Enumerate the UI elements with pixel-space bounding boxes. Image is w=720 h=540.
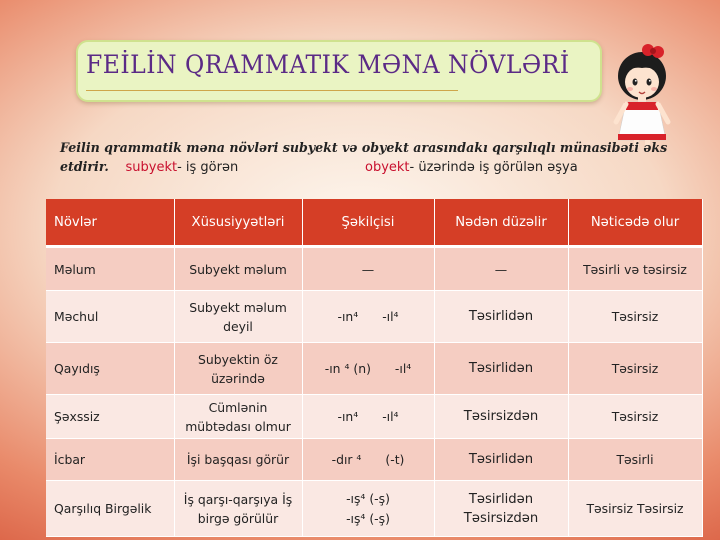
suffix: -ış⁴ (-ş) [346, 490, 390, 506]
cell-sekilci [302, 395, 434, 439]
cell-xususiyyet: İşi başqası görür [174, 439, 302, 481]
suffix: (-t) [385, 452, 405, 467]
cell-netice: Təsirli və təsirsiz [568, 247, 702, 291]
suffix: -ın⁴ [337, 309, 359, 324]
cell-nov: Şəxssiz [46, 395, 174, 439]
cell-nov: İcbar [46, 439, 174, 481]
cell-neden: Təsirlidən [434, 343, 568, 395]
cell-netice: Təsirsiz Təsirsiz [568, 481, 702, 537]
cell-sekilci [302, 291, 434, 343]
table-row [46, 291, 702, 343]
cell-neden: — [434, 247, 568, 291]
intro-text: Feilin qrammatik məna növləri subyekt və obyekt arasındakı qarşılıqlı münasibəti əks etdirir. [60, 140, 668, 174]
cell-nov: Qarşılıq Birgəlik [46, 481, 174, 537]
obyekt-term: obyekt [365, 160, 410, 175]
cell-xususiyyet: Subyekt məlum deyil [174, 291, 302, 343]
cell-sekilci [302, 439, 434, 481]
cell-xususiyyet: İş qarşı-qarşıya İş birgə görülür [174, 481, 302, 537]
suffix: -ın ⁴ (n) [324, 361, 371, 376]
cell-nov: Məlum [46, 247, 174, 291]
suffix: -ın⁴ [337, 409, 359, 424]
cell-sekilci [302, 343, 434, 395]
suffix: — [361, 261, 375, 277]
cell-sekilci [302, 481, 434, 537]
cell-netice: Təsirsiz [568, 395, 702, 439]
header-novler: Növlər [46, 199, 174, 247]
suffix: -ış⁴ (-ş) [346, 510, 390, 526]
cell-neden: Təsirlidən Təsirsizdən [434, 481, 568, 537]
cell-netice: Təsirsiz [568, 291, 702, 343]
cell-netice: Təsirsiz [568, 343, 702, 395]
girl-character-icon [608, 40, 676, 150]
suffix: -ıl⁴ [394, 361, 412, 376]
title-banner [76, 40, 602, 102]
table-row [46, 343, 702, 395]
cell-xususiyyet: Subyektin öz üzərində [174, 343, 302, 395]
cell-neden: Təsirlidən [434, 291, 568, 343]
table-header-row [46, 199, 702, 247]
cell-netice: Təsirli [568, 439, 702, 481]
cell-xususiyyet: Subyekt məlum [174, 247, 302, 291]
subyekt-definition: - iş görən [177, 160, 239, 175]
cell-nov: Qayıdış [46, 343, 174, 395]
table-row [46, 395, 702, 439]
intro-paragraph [60, 138, 680, 177]
table-row [46, 439, 702, 481]
suffix: -ıl⁴ [382, 309, 399, 324]
header-xususiyyetleri: Xüsusiyyətləri [174, 199, 302, 247]
title-underline [86, 90, 458, 91]
header-sekilcisi: Şəkilçisi [302, 199, 434, 247]
obyekt-definition: - üzərində iş görülən əşya [409, 160, 578, 175]
subyekt-term: subyekt [125, 160, 178, 175]
verb-meaning-table [46, 199, 703, 537]
cell-sekilci [302, 247, 434, 291]
cell-nov: Məchul [46, 291, 174, 343]
table-row [46, 481, 702, 537]
page-title: FEİLİN QRAMMATIK MƏNA NÖVLƏRİ [86, 50, 570, 79]
suffix: -dır ⁴ [331, 452, 362, 467]
table-row [46, 247, 702, 291]
cell-neden: Təsirsizdən [434, 395, 568, 439]
header-neden-duzelir: Nədən düzəlir [434, 199, 568, 247]
suffix: -ıl⁴ [382, 409, 399, 424]
header-neticede-olur: Nəticədə olur [568, 199, 702, 247]
cell-neden: Təsirlidən [434, 439, 568, 481]
cell-xususiyyet: Cümlənin mübtədası olmur [174, 395, 302, 439]
